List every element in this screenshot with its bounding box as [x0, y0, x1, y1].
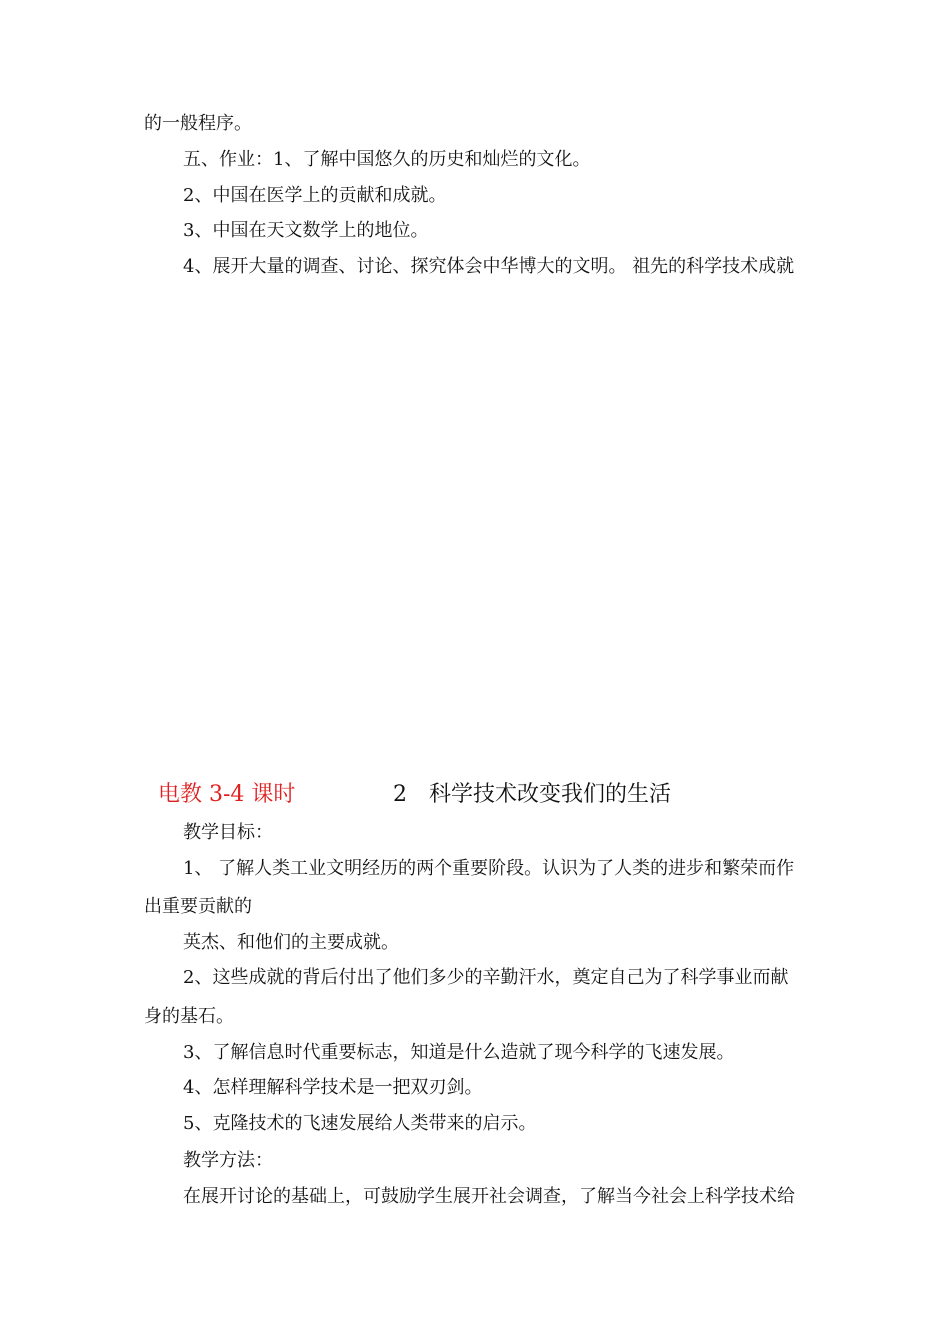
- text-line-16: 在展开讨论的基础上，可鼓励学生展开社会调查，了解当今社会上科学技术给: [183, 1186, 795, 1207]
- text-line-3: 2、中国在医学上的贡献和成就。: [183, 185, 447, 206]
- text-line-13: 4、怎样理解科学技术是一把双刃剑。: [183, 1077, 483, 1098]
- text-line-8: 出重要贡献的: [144, 896, 252, 917]
- text-line-14: 5、克隆技术的飞速发展给人类带来的启示。: [183, 1113, 537, 1134]
- text-line-11: 身的基石。: [144, 1006, 234, 1027]
- text-line-12: 3、了解信息时代重要标志，知道是什么造就了现今科学的飞速发展。: [183, 1042, 735, 1063]
- text-line-15: 教学方法：: [183, 1150, 273, 1171]
- text-line-6: 教学目标：: [183, 822, 273, 843]
- text-line-7: 1、 了解人类工业文明经历的两个重要阶段。认识为了人类的进步和繁荣而作: [183, 858, 795, 879]
- lesson-title: 2 科学技术改变我们的生活: [393, 782, 671, 807]
- lesson-label: 电教 3-4 课时: [158, 782, 296, 807]
- text-line-5: 4、展开大量的调查、讨论、探究体会中华博大的文明。 祖先的科学技术成就: [183, 256, 795, 277]
- text-line-9: 英杰、和他们的主要成就。: [183, 932, 399, 953]
- text-line-4: 3、中国在天文数学上的地位。: [183, 220, 429, 241]
- text-line-1: 的一般程序。: [144, 113, 252, 134]
- text-line-10: 2、这些成就的背后付出了他们多少的辛勤汗水，奠定自己为了科学事业而献: [183, 967, 789, 988]
- text-line-2: 五、作业：1、了解中国悠久的历史和灿烂的文化。: [183, 149, 591, 170]
